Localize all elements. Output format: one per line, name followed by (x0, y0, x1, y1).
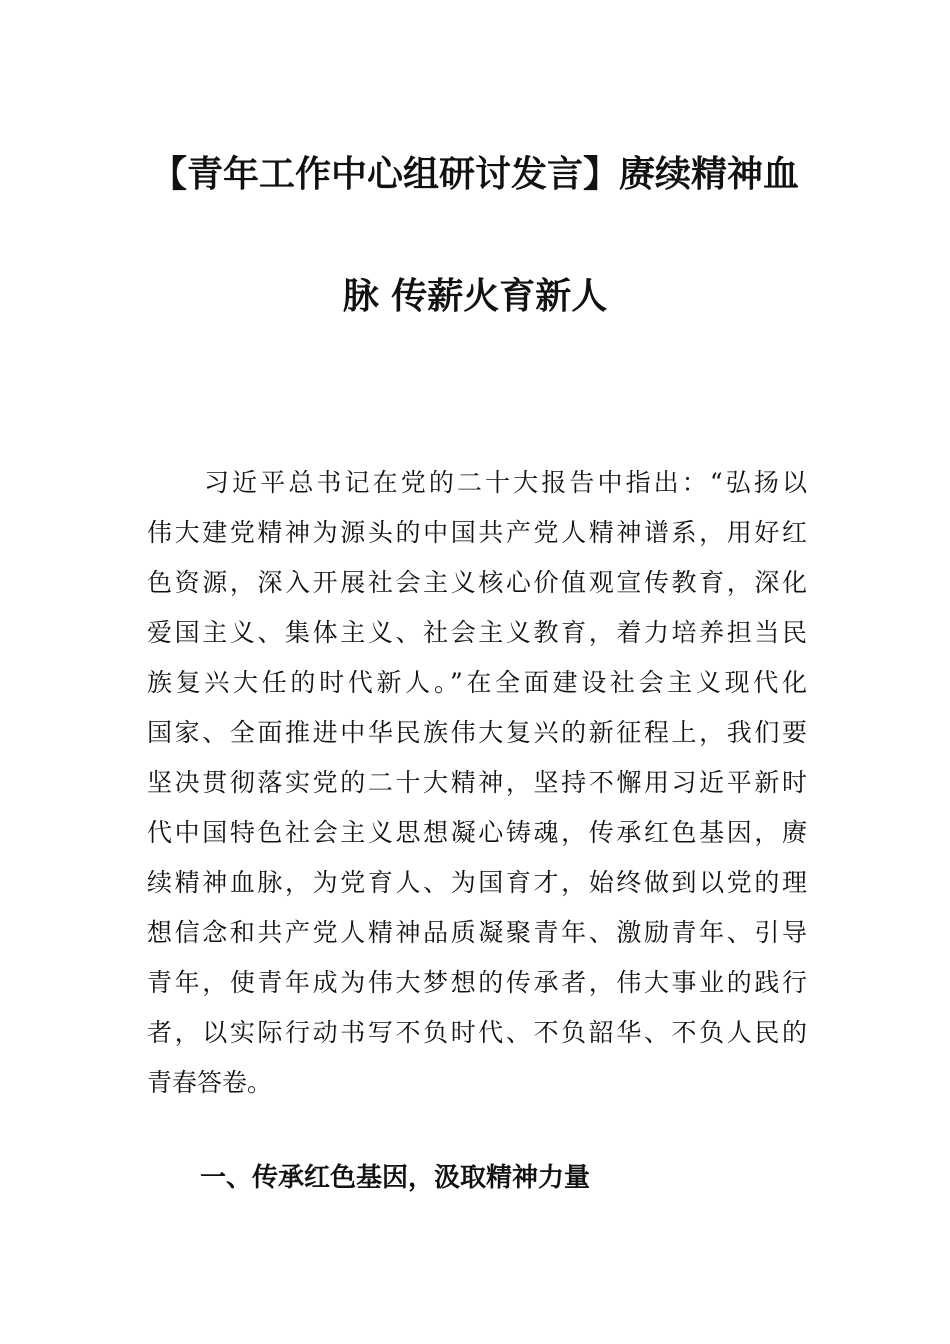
paragraph-line: 者，以实际行动书写不负时代、不负韶华、不负人民的 (147, 1018, 807, 1047)
paragraph-line: 爱国主义、集体主义、社会主义教育，着力培养担当民 (147, 618, 807, 647)
paragraph-line: 伟大建党精神为源头的中国共产党人精神谱系，用好红 (147, 518, 807, 547)
body-paragraph (147, 458, 807, 1108)
paragraph-line: 续精神血脉，为党育人、为国育才，始终做到以党的理 (147, 868, 807, 897)
section-heading: 一、传承红色基因，汲取精神力量 (200, 1163, 591, 1193)
paragraph-line: 族复兴大任的时代新人。”在全面建设社会主义现代化 (147, 668, 807, 697)
paragraph-line: 色资源，深入开展社会主义核心价值观宣传教育，深化 (147, 568, 807, 597)
document-title-line-2: 脉 传薪火育新人 (342, 276, 608, 317)
paragraph-line: 代中国特色社会主义思想凝心铸魂，传承红色基因，赓 (147, 818, 807, 847)
paragraph-line: 青春答卷。 (147, 1068, 273, 1097)
paragraph-line: 习近平总书记在党的二十大报告中指出：“弘扬以 (204, 468, 807, 497)
paragraph-line: 想信念和共产党人精神品质凝聚青年、激励青年、引导 (147, 918, 807, 947)
document-title-line-1: 【青年工作中心组研讨发言】赓续精神血 (150, 154, 799, 195)
paragraph-line: 坚决贯彻落实党的二十大精神，坚持不懈用习近平新时 (147, 768, 807, 797)
paragraph-line: 国家、全面推进中华民族伟大复兴的新征程上，我们要 (147, 718, 807, 747)
paragraph-line: 青年，使青年成为伟大梦想的传承者，伟大事业的践行 (147, 968, 807, 997)
